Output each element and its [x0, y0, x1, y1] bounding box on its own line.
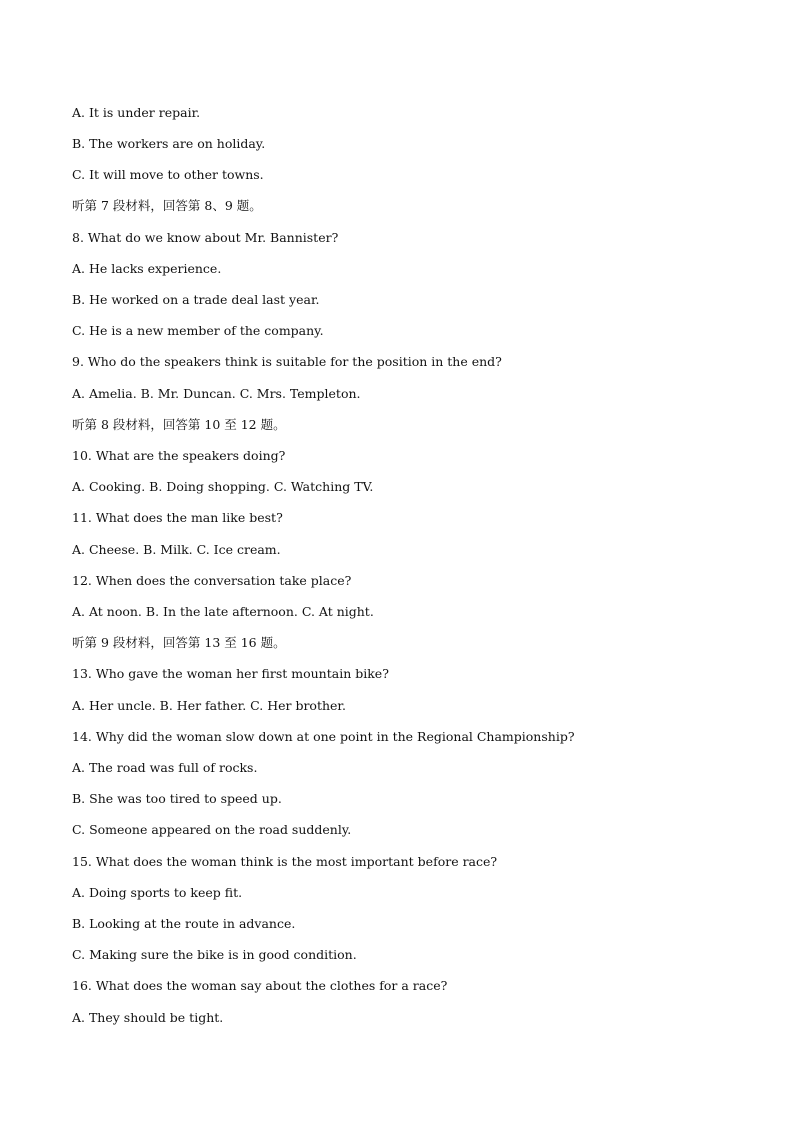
question: 15. What does the woman think is the most important before race? [72, 854, 498, 869]
question: 11. What does the man like best? [72, 510, 283, 525]
section-instruction: 听第 7 段材料，回答第 8、9 题。 [72, 198, 262, 213]
answer-option: B. Looking at the route in advance. [72, 916, 296, 931]
answer-option: A. He lacks experience. [72, 261, 222, 276]
question: 10. What are the speakers doing? [72, 448, 286, 463]
answer-options: A. Her uncle. B. Her father. C. Her brother. [72, 698, 347, 713]
question: 9. Who do the speakers think is suitable for the position in the end? [72, 354, 502, 369]
section-instruction: 听第 8 段材料，回答第 10 至 12 题。 [72, 417, 286, 432]
answer-options: A. Cooking. B. Doing shopping. C. Watching TV. [72, 479, 374, 494]
question: 12. When does the conversation take place? [72, 573, 352, 588]
answer-option: C. Someone appeared on the road suddenly. [72, 822, 352, 837]
question: 13. Who gave the woman her first mountain bike? [72, 666, 389, 681]
answer-option: C. It will move to other towns. [72, 167, 264, 182]
answer-option: A. Doing sports to keep fit. [72, 885, 243, 900]
answer-option: C. Making sure the bike is in good condition. [72, 947, 357, 962]
question: 8. What do we know about Mr. Bannister? [72, 230, 339, 245]
answer-option: B. She was too tired to speed up. [72, 791, 282, 806]
answer-option: A. It is under repair. [72, 105, 201, 120]
answer-option: A. They should be tight. [72, 1010, 224, 1025]
answer-option: A. The road was full of rocks. [72, 760, 258, 775]
answer-options: A. Amelia. B. Mr. Duncan. C. Mrs. Templeton. [72, 386, 361, 401]
answer-options: A. At noon. B. In the late afternoon. C. At night. [72, 604, 374, 619]
question: 14. Why did the woman slow down at one point in the Regional Championship? [72, 729, 575, 744]
section-instruction: 听第 9 段材料，回答第 13 至 16 题。 [72, 635, 286, 650]
answer-option: B. The workers are on holiday. [72, 136, 266, 151]
answer-options: A. Cheese. B. Milk. C. Ice cream. [72, 542, 281, 557]
answer-option: C. He is a new member of the company. [72, 323, 324, 338]
answer-option: B. He worked on a trade deal last year. [72, 292, 320, 307]
question: 16. What does the woman say about the clothes for a race? [72, 978, 448, 993]
